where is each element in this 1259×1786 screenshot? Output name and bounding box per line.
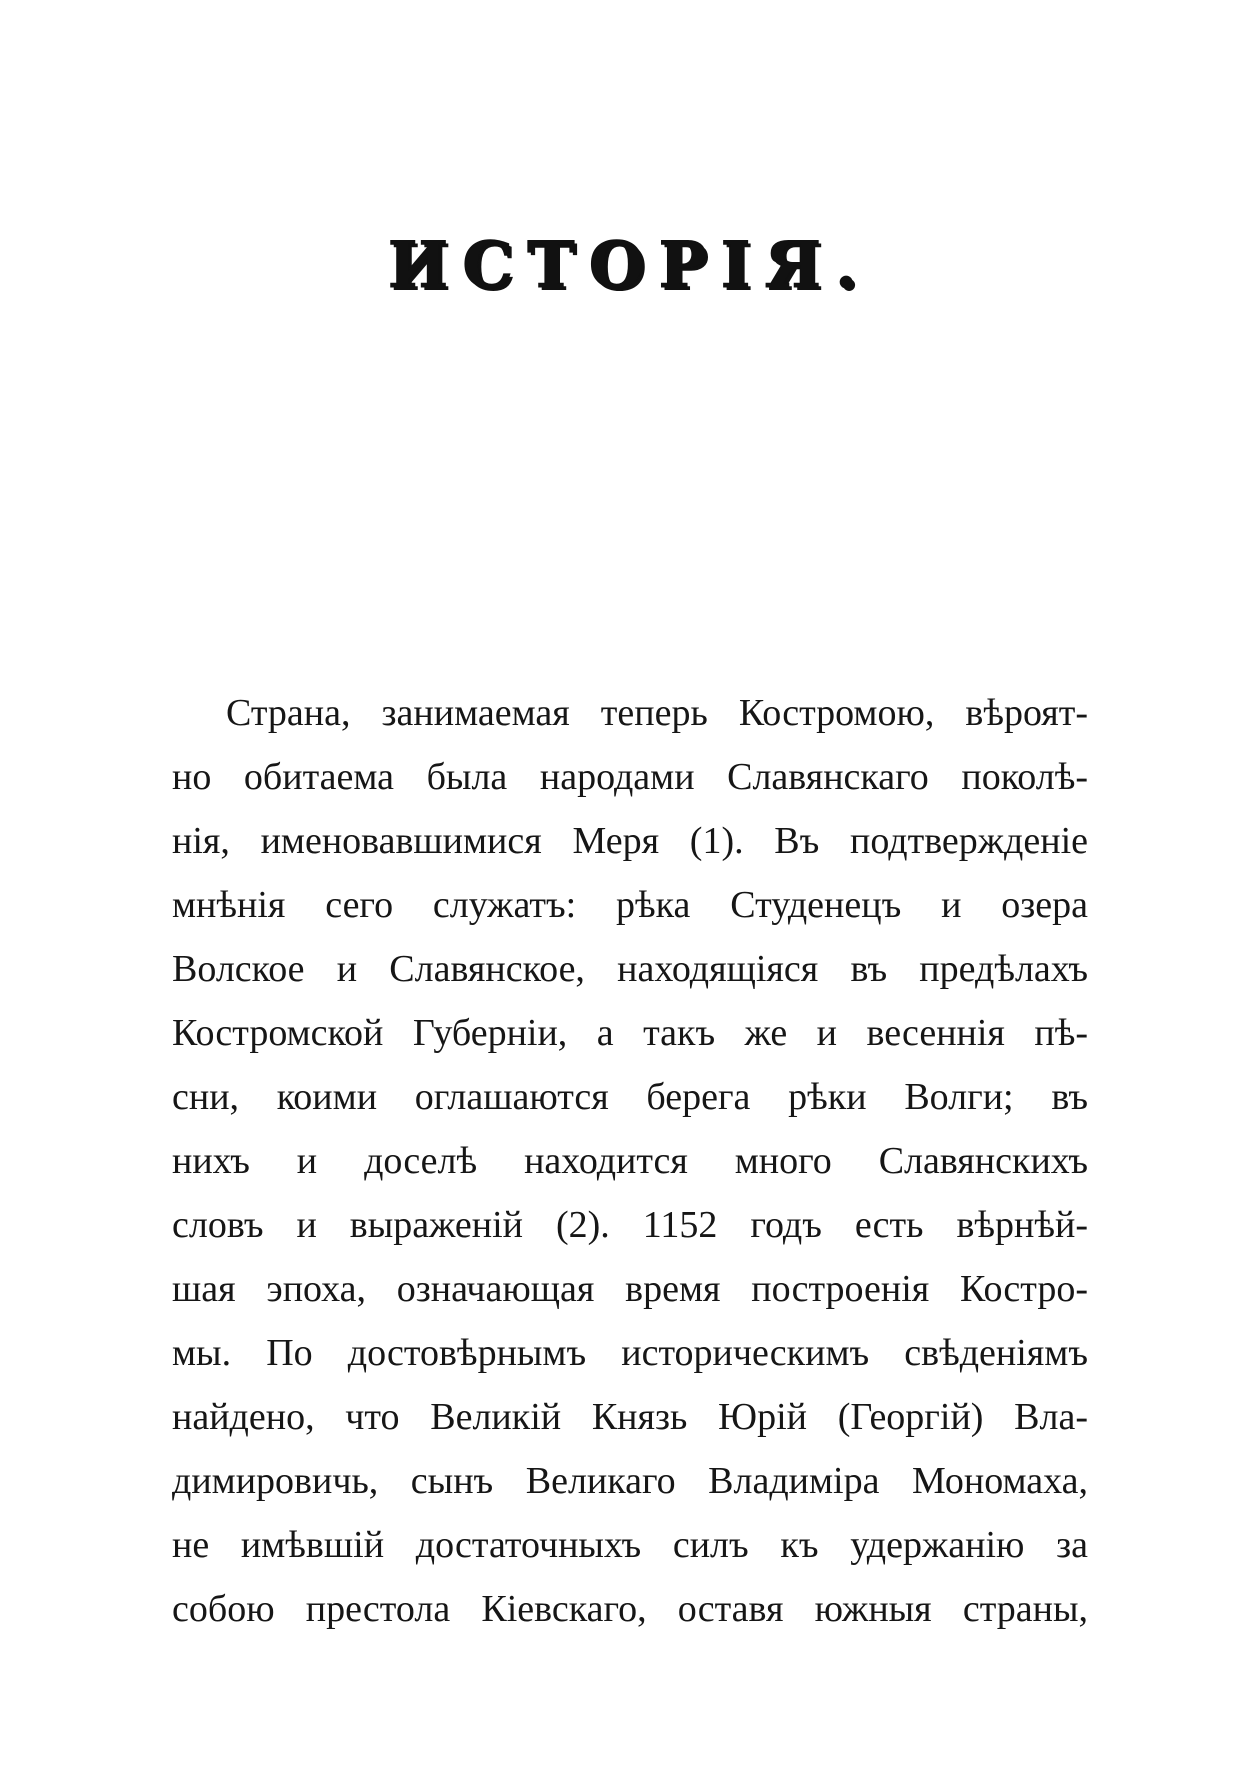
text-line: нихъ и доселѣ находится много Славянскихъ <box>172 1140 1088 1182</box>
text-line: словъ и выраженій (2). 1152 годъ есть вѣрнѣй- <box>172 1204 1088 1246</box>
text-line: Волское и Славянское, находящіяся въ предѣлахъ <box>172 948 1088 990</box>
text-line: сни, коими оглашаются берега рѣки Волги; въ <box>172 1076 1088 1118</box>
text-line: но обитаема была народами Славянскаго поколѣ- <box>172 756 1088 798</box>
text-line: мнѣнія сего служатъ: рѣка Студенецъ и озера <box>172 884 1088 926</box>
text-line: собою престола Кіевскаго, оставя южныя страны, <box>172 1588 1088 1630</box>
text-line: нія, именовавшимися Меря (1). Въ подтвержденіе <box>172 820 1088 862</box>
text-line: шая эпоха, означающая время построенія Костро- <box>172 1268 1088 1310</box>
text-line: не имѣвшій достаточныхъ силъ къ удержанію за <box>172 1524 1088 1566</box>
text-line: найдено, что Великій Князь Юрій (Георгій) Вла- <box>172 1396 1088 1438</box>
text-line: мы. По достовѣрнымъ историческимъ свѣденіямъ <box>172 1332 1088 1374</box>
text-line: Костромской Губерніи, а такъ же и весеннія пѣ- <box>172 1012 1088 1054</box>
body-paragraph <box>172 681 1088 1641</box>
text-line: димировичь, сынъ Великаго Владиміра Мономаха, <box>172 1460 1088 1502</box>
text-line: Страна, занимаемая теперь Костромою, вѣроят- <box>226 692 1088 734</box>
chapter-title: ИСТОРІЯ. <box>387 228 872 303</box>
